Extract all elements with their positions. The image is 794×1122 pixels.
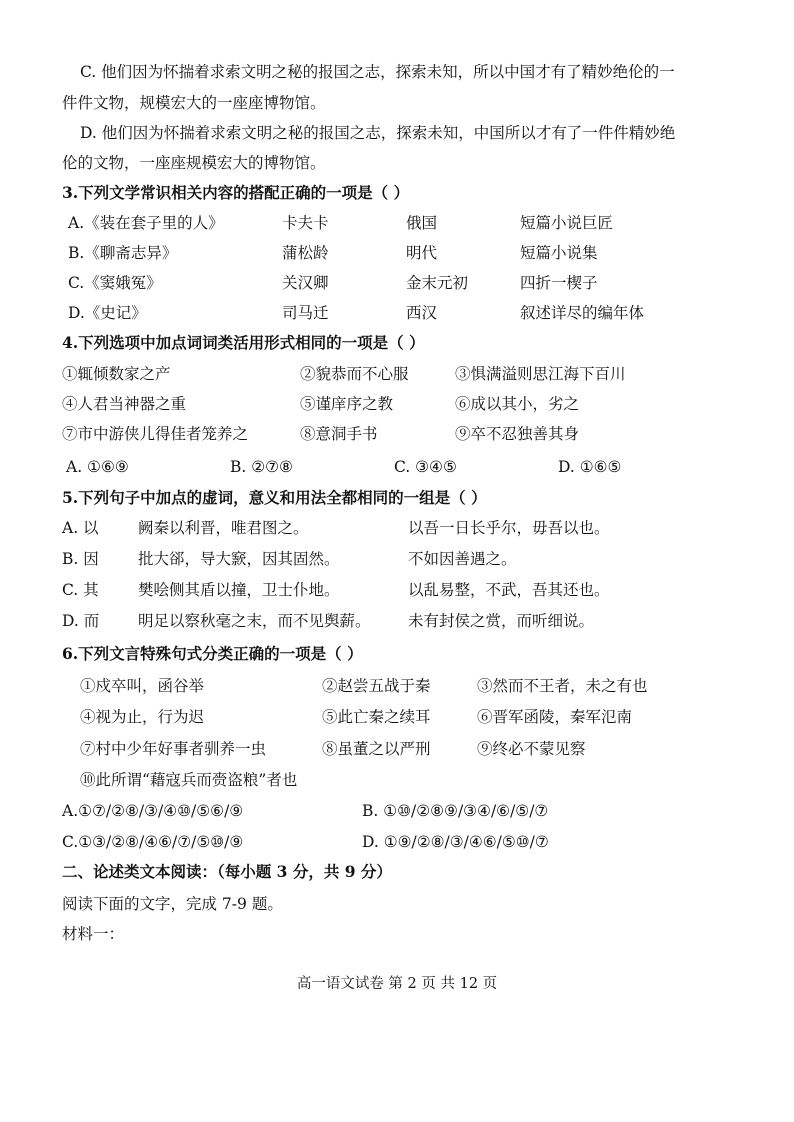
q6-items-row-1 [80, 676, 727, 696]
q6-option-c: C.①③/②⑧/④⑥/⑦/⑤⑩/⑨ [62, 833, 244, 851]
q3-d-note: 叙述详尽的编年体 [520, 304, 645, 322]
q6-option-d: D. ①⑨/②⑧/③/④⑥/⑤⑩/⑦ [362, 833, 549, 851]
q3-a-work: A.《装在套子里的人》 [68, 214, 224, 232]
q5-b-sentence-2: 不如因善遇之。 [408, 550, 517, 568]
q6-item-10: ⑩此所谓“藉寇兵而赍盗粮”者也 [80, 771, 298, 789]
q3-b-era: 明代 [406, 244, 438, 262]
q5-a-sentence-2: 以吾一日长乎尔，毋吾以也。 [408, 519, 610, 537]
q5-d-key: D. 而 [62, 612, 100, 630]
q3-row-b [68, 243, 748, 263]
q5-b-sentence-1: 批大郤，导大窾，因其固然。 [138, 550, 340, 568]
q3-row-a [68, 213, 748, 233]
q5-a-sentence-1: 阙秦以利晋，唯君图之。 [138, 519, 309, 537]
q4-option-a: A. ①⑥⑨ [66, 458, 129, 476]
q6-item-5: ⑤此亡秦之续耳 [322, 708, 431, 726]
q3-row-d [68, 303, 748, 323]
question-3-stem: 3.下列文学常识相关内容的搭配正确的一项是（ ） [62, 183, 410, 202]
q6-item-3: ③然而不王者，未之有也 [477, 677, 648, 695]
q5-c-key: C. 其 [62, 581, 99, 599]
q4-item-7: ⑦市中游侠儿得佳者笼养之 [62, 425, 249, 443]
q3-b-work: B.《聊斋志异》 [68, 244, 178, 262]
q4-item-2: ②貌恭而不心服 [300, 365, 409, 383]
q6-item-1: ①戍卒叫，函谷举 [80, 677, 205, 695]
question-6-stem: 6.下列文言特殊句式分类正确的一项是（ ） [62, 644, 363, 663]
q5-row-b [62, 549, 517, 569]
q5-c-sentence-2: 以乱易整，不武，吾其还也。 [408, 581, 610, 599]
question-4-stem: 4.下列选项中加点词词类活用形式相同的一项是（ ） [62, 333, 425, 352]
option-c-line-2: 件件文物，规模宏大的一座座博物馆。 [62, 94, 326, 112]
q4-option-c: C. ③④⑤ [394, 458, 457, 476]
q4-items-row-2 [62, 394, 705, 414]
q6-item-2: ②赵尝五战于秦 [322, 677, 431, 695]
page-footer: 高一语文试卷 第 2 页 共 12 页 [296, 976, 498, 992]
q3-c-era: 金末元初 [406, 274, 469, 292]
q4-item-3: ③惧满溢则思江海下百川 [455, 365, 626, 383]
section-2-heading: 二、论述类文本阅读：（每小题 3 分，共 9 分） [62, 862, 392, 881]
q3-b-note: 短篇小说集 [520, 244, 598, 262]
q4-item-6: ⑥成以其小，劣之 [455, 395, 580, 413]
q4-items-row-3 [62, 424, 705, 444]
q5-row-a [62, 518, 610, 538]
q6-item-4: ④视为止，行为迟 [80, 708, 205, 726]
q4-item-4: ④人君当神器之重 [62, 395, 187, 413]
q3-a-author: 卡夫卡 [282, 214, 329, 232]
question-5-stem: 5.下列句子中加点的虚词，意义和用法全都相同的一组是（ ） [62, 488, 487, 507]
q4-options [66, 457, 722, 477]
q6-items-row-3 [80, 739, 727, 759]
option-c-line-1: C. 他们因为怀揣着求索文明之秘的报国之志，探索未知，所以中国才有了精妙绝伦的一 [80, 63, 675, 81]
q3-c-note: 四折一楔子 [520, 274, 598, 292]
q3-d-work: D.《史记》 [68, 304, 147, 322]
q5-c-sentence-1: 樊哙侧其盾以撞，卫士仆地。 [138, 581, 340, 599]
q4-item-8: ⑧意洞手书 [300, 425, 378, 443]
section-2-instruction: 阅读下面的文字，完成 7-9 题。 [62, 895, 283, 913]
q4-option-b: B. ②⑦⑧ [230, 458, 293, 476]
option-d-line-2: 伦的文物，一座座规模宏大的博物馆。 [62, 154, 326, 172]
material-1-label: 材料一： [62, 925, 125, 943]
q3-row-c [68, 273, 748, 293]
q3-a-note: 短篇小说巨匠 [520, 214, 614, 232]
q6-options-row-1 [62, 801, 662, 821]
q6-item-6: ⑥晋军函陵，秦军氾南 [477, 708, 633, 726]
q4-item-5: ⑤谨庠序之教 [300, 395, 394, 413]
q6-item-8: ⑧虽董之以严刑 [322, 740, 431, 758]
q5-b-key: B. 因 [62, 550, 99, 568]
q6-item-7: ⑦村中少年好事者驯养一虫 [80, 740, 267, 758]
q3-c-work: C.《窦娥冤》 [68, 274, 162, 292]
q3-c-author: 关汉卿 [282, 274, 329, 292]
q5-row-c [62, 580, 610, 600]
option-d-line-1: D. 他们因为怀揣着求索文明之秘的报国之志，探索未知，中国所以才有了一件件精妙绝 [80, 124, 676, 142]
q6-option-a: A.①⑦/②⑧/③/④⑩/⑤⑥/⑨ [62, 802, 244, 820]
q4-item-9: ⑨卒不忍独善其身 [455, 425, 580, 443]
q5-d-sentence-2: 未有封侯之赏，而听细说。 [408, 612, 595, 630]
q6-option-b: B. ①⑩/②⑧⑨/③④/⑥/⑤/⑦ [362, 802, 549, 820]
q4-items-row-1 [62, 364, 705, 384]
q3-a-era: 俄国 [406, 214, 438, 232]
q3-b-author: 蒲松龄 [282, 244, 329, 262]
q6-item-9: ⑨终必不蒙见察 [477, 740, 586, 758]
q3-d-author: 司马迁 [282, 304, 329, 322]
q6-options-row-2 [62, 832, 662, 852]
q3-d-era: 西汉 [406, 304, 438, 322]
q5-a-key: A. 以 [62, 519, 99, 537]
q5-d-sentence-1: 明足以察秋毫之末，而不见舆薪。 [138, 612, 371, 630]
q4-item-1: ①辄倾数家之产 [62, 365, 171, 383]
q6-items-row-2 [80, 707, 727, 727]
q5-row-d [62, 611, 594, 631]
q4-option-d: D. ①⑥⑤ [558, 458, 622, 476]
